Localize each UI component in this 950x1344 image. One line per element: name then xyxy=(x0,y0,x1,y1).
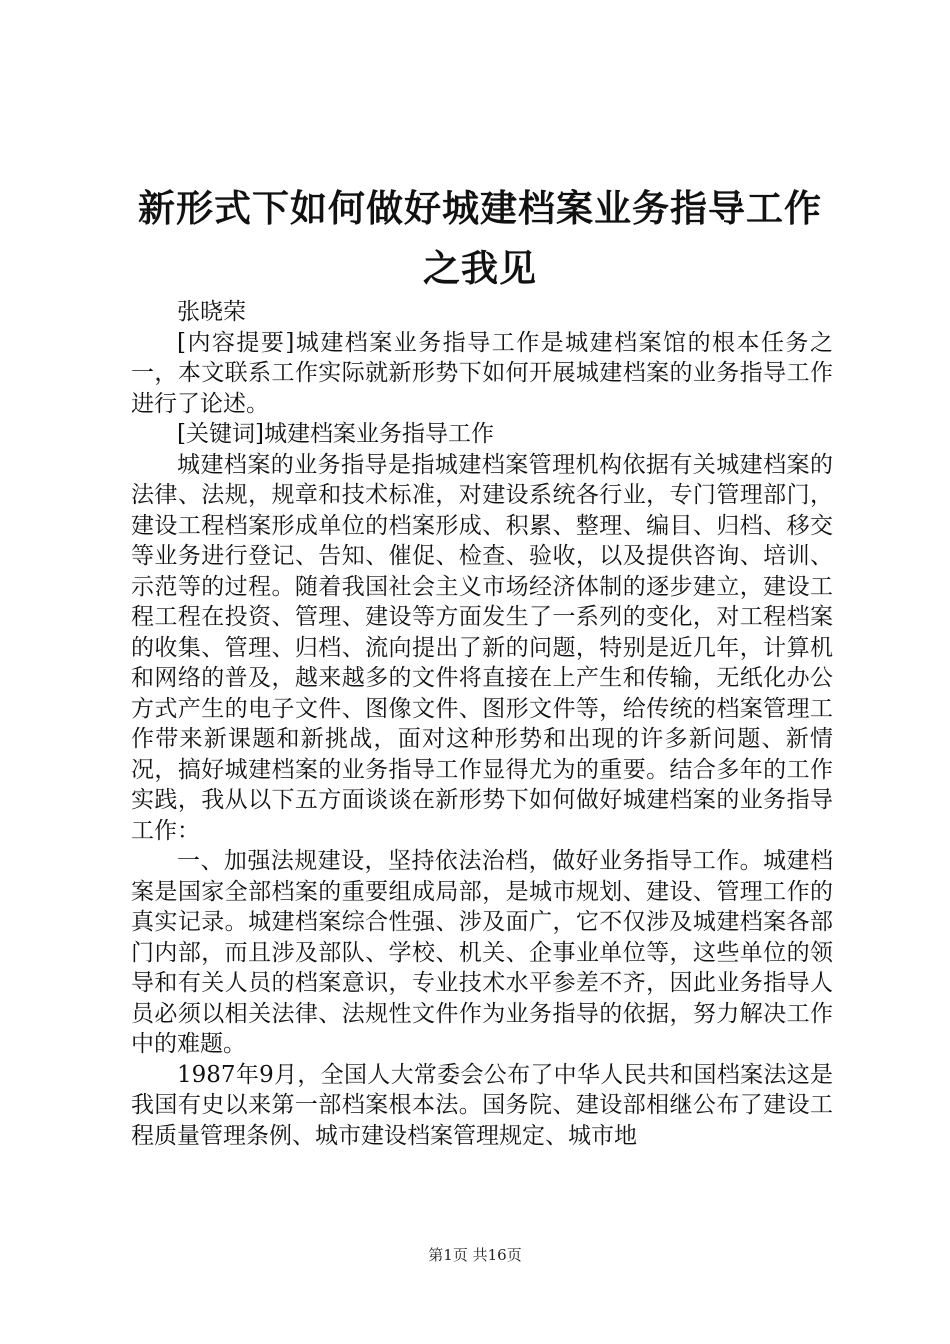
document-body xyxy=(131,297,833,1151)
paragraph-section-1: 一、加强法规建设，坚持依法治档，做好业务指导工作。城建档案是国家全部档案的重要组成局部，是城市规划、建设、管理工作的真实记录。城建档案综合性强、涉及面广，它不仅涉及城建档案各部门内部，而且涉及部队、学校、机关、企事业单位等，这些单位的领导和有关人员的档案意识，专业技术水平参差不齐，因此业务指导人员必须以相关法律、法规性文件作为业务指导的依据，努力解决工作中的难题。 xyxy=(131,848,833,1057)
paragraph-intro: 城建档案的业务指导是指城建档案管理机构依据有关城建档案的法律、法规，规章和技术标准，对建设系统各行业，专门管理部门，建设工程档案形成单位的档案形成、积累、整理、编目、归档、移交等业务进行登记、告知、催促、检查、验收，以及提供咨询、培训、示范等的过程。随着我国社会主义市场经济体制的逐步建立，建设工程工程在投资、管理、建设等方面发生了一系列的变化，对工程档案的收集、管理、归档、流向提出了新的问题，特别是近几年，计算机和网络的普及，越来越多的文件将直接在上产生和传输，无纸化办公方式产生的电子文件、图像文件、图形文件等，给传统的档案管理工作带来新课题和新挑战，面对这种形势和出现的许多新问题、新情况，搞好城建档案的业务指导工作显得尤为的重要。结合多年的工作实践，我从以下五方面谈谈在新形势下如何做好城建档案的业务指导工作： xyxy=(131,451,833,844)
paragraph-abstract: [内容提要]城建档案业务指导工作是城建档案馆的根本任务之一，本文联系工作实际就新形势下如何开展城建档案的业务指导工作进行了论述。 xyxy=(131,329,833,417)
paragraph-keywords: [关键词]城建档案业务指导工作 xyxy=(177,421,494,447)
document-title: 新形式下如何做好城建档案业务指导工作之我见 xyxy=(138,186,822,290)
author-line: 张晓荣 xyxy=(177,299,246,325)
page-number-footer: 第1页 共16页 xyxy=(428,1246,522,1264)
paragraph-law: 1987年9月，全国人大常委会公布了中华人民共和国档案法这是我国有史以来第一部档案根本法。国务院、建设部相继公布了建设工程质量管理条例、城市建设档案管理规定、城市地 xyxy=(131,1061,833,1149)
